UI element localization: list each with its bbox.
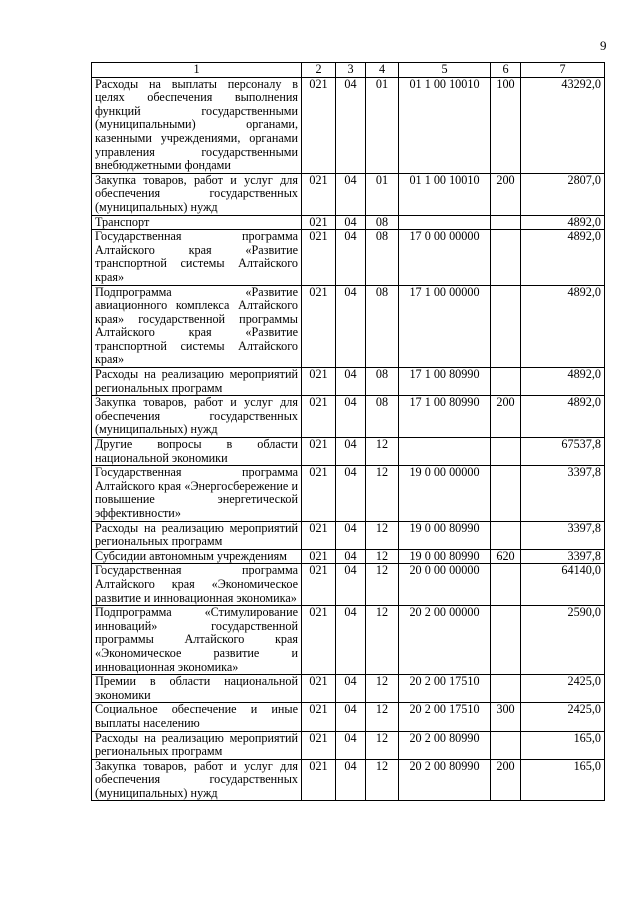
row-code-section: 04 [336, 521, 366, 549]
row-amount: 4892,0 [521, 368, 605, 396]
table-row [92, 675, 605, 703]
header-row [92, 63, 605, 78]
row-description: Другие вопросы в области национальной экономики [92, 438, 302, 466]
table-row [92, 606, 605, 675]
row-code-target: 17 1 00 80990 [399, 396, 491, 438]
row-description: Подпрограмма «Стимулирование инноваций» государственной программы Алтайского края «Экономическое развитие и инновационная экономика» [92, 606, 302, 675]
column-header: 1 [92, 63, 302, 78]
row-description: Закупка товаров, работ и услуг для обеспечения государственных (муниципальных) нужд [92, 759, 302, 801]
row-code-admin: 021 [302, 564, 336, 606]
row-amount: 2425,0 [521, 675, 605, 703]
row-code-expense-type: 200 [491, 396, 521, 438]
column-header: 2 [302, 63, 336, 78]
row-code-admin: 021 [302, 215, 336, 230]
row-code-expense-type: 300 [491, 703, 521, 731]
row-description: Субсидии автономным учреждениям [92, 549, 302, 564]
row-code-subsection: 12 [366, 438, 399, 466]
row-code-subsection: 12 [366, 703, 399, 731]
row-code-section: 04 [336, 703, 366, 731]
row-code-target: 01 1 00 10010 [399, 77, 491, 173]
row-code-section: 04 [336, 230, 366, 285]
row-amount: 3397,8 [521, 466, 605, 521]
row-code-subsection: 08 [366, 368, 399, 396]
row-code-expense-type [491, 521, 521, 549]
row-amount: 165,0 [521, 731, 605, 759]
row-code-expense-type [491, 606, 521, 675]
row-code-expense-type [491, 675, 521, 703]
row-description: Подпрограмма «Развитие авиационного комплекса Алтайского края» государственной программы Алтайского края «Развитие транспортной системы Алтайского края» [92, 285, 302, 368]
row-amount: 43292,0 [521, 77, 605, 173]
table-row [92, 521, 605, 549]
row-code-section: 04 [336, 759, 366, 801]
row-code-expense-type [491, 215, 521, 230]
row-description: Расходы на реализацию мероприятий региональных программ [92, 368, 302, 396]
table-row [92, 564, 605, 606]
row-code-section: 04 [336, 396, 366, 438]
row-description: Социальное обеспечение и иные выплаты населению [92, 703, 302, 731]
row-code-subsection: 01 [366, 173, 399, 215]
row-code-section: 04 [336, 215, 366, 230]
row-code-section: 04 [336, 173, 366, 215]
row-code-subsection: 08 [366, 396, 399, 438]
row-amount: 165,0 [521, 759, 605, 801]
row-code-target: 20 0 00 00000 [399, 564, 491, 606]
row-code-subsection: 12 [366, 564, 399, 606]
row-code-target: 19 0 00 80990 [399, 521, 491, 549]
row-code-subsection: 12 [366, 521, 399, 549]
row-description: Расходы на реализацию мероприятий региональных программ [92, 521, 302, 549]
row-code-target: 20 2 00 00000 [399, 606, 491, 675]
table-row [92, 549, 605, 564]
row-description: Премии в области национальной экономики [92, 675, 302, 703]
table-row [92, 77, 605, 173]
row-code-expense-type: 200 [491, 759, 521, 801]
row-code-admin: 021 [302, 285, 336, 368]
row-code-admin: 021 [302, 606, 336, 675]
row-code-section: 04 [336, 606, 366, 675]
row-code-subsection: 12 [366, 466, 399, 521]
row-code-expense-type [491, 368, 521, 396]
column-header: 6 [491, 63, 521, 78]
row-code-admin: 021 [302, 173, 336, 215]
row-code-admin: 021 [302, 759, 336, 801]
row-code-section: 04 [336, 77, 366, 173]
table-row [92, 703, 605, 731]
row-code-subsection: 08 [366, 215, 399, 230]
row-code-section: 04 [336, 549, 366, 564]
table-row [92, 230, 605, 285]
row-code-section: 04 [336, 438, 366, 466]
row-amount: 2425,0 [521, 703, 605, 731]
row-code-admin: 021 [302, 703, 336, 731]
row-code-target: 19 0 00 00000 [399, 466, 491, 521]
row-amount: 2590,0 [521, 606, 605, 675]
row-code-admin: 021 [302, 396, 336, 438]
row-code-target: 20 2 00 17510 [399, 703, 491, 731]
row-description: Расходы на выплаты персоналу в целях обеспечения выполнения функций государственными (муниципальными) органами, казенными учреждениями, органами управления государственными внебюджетными фондами [92, 77, 302, 173]
row-amount: 2807,0 [521, 173, 605, 215]
row-code-subsection: 12 [366, 549, 399, 564]
row-code-target: 20 2 00 17510 [399, 675, 491, 703]
row-code-admin: 021 [302, 77, 336, 173]
row-code-expense-type: 100 [491, 77, 521, 173]
column-header: 4 [366, 63, 399, 78]
column-header: 7 [521, 63, 605, 78]
row-code-expense-type [491, 438, 521, 466]
table-row [92, 396, 605, 438]
row-code-subsection: 08 [366, 230, 399, 285]
table-row [92, 173, 605, 215]
row-amount: 4892,0 [521, 215, 605, 230]
row-description: Государственная программа Алтайского края «Энергосбережение и повышение энергетической эффективности» [92, 466, 302, 521]
budget-table [91, 62, 605, 801]
row-code-expense-type [491, 230, 521, 285]
row-code-section: 04 [336, 466, 366, 521]
table-row [92, 759, 605, 801]
row-code-subsection: 12 [366, 606, 399, 675]
row-code-expense-type: 620 [491, 549, 521, 564]
row-amount: 4892,0 [521, 396, 605, 438]
row-code-section: 04 [336, 285, 366, 368]
row-code-target: 17 1 00 00000 [399, 285, 491, 368]
row-code-target: 01 1 00 10010 [399, 173, 491, 215]
row-code-subsection: 12 [366, 731, 399, 759]
column-header: 3 [336, 63, 366, 78]
row-code-subsection: 12 [366, 759, 399, 801]
row-amount: 4892,0 [521, 285, 605, 368]
row-code-admin: 021 [302, 230, 336, 285]
row-code-target: 20 2 00 80990 [399, 731, 491, 759]
table-body [92, 77, 605, 801]
row-amount: 3397,8 [521, 549, 605, 564]
row-code-subsection: 01 [366, 77, 399, 173]
row-code-expense-type [491, 731, 521, 759]
table-row [92, 368, 605, 396]
table-row [92, 215, 605, 230]
row-amount: 4892,0 [521, 230, 605, 285]
row-code-section: 04 [336, 675, 366, 703]
row-description: Закупка товаров, работ и услуг для обеспечения государственных (муниципальных) нужд [92, 396, 302, 438]
row-code-subsection: 12 [366, 675, 399, 703]
row-code-admin: 021 [302, 521, 336, 549]
row-description: Государственная программа Алтайского края «Экономическое развитие и инновационная экономика» [92, 564, 302, 606]
row-code-expense-type [491, 564, 521, 606]
row-code-subsection: 08 [366, 285, 399, 368]
row-code-admin: 021 [302, 368, 336, 396]
row-amount: 64140,0 [521, 564, 605, 606]
row-code-target [399, 215, 491, 230]
table-row [92, 466, 605, 521]
column-header: 5 [399, 63, 491, 78]
row-code-section: 04 [336, 368, 366, 396]
row-code-admin: 021 [302, 675, 336, 703]
row-code-target [399, 438, 491, 466]
row-code-expense-type [491, 466, 521, 521]
row-description: Транспорт [92, 215, 302, 230]
row-description: Закупка товаров, работ и услуг для обеспечения государственных (муниципальных) нужд [92, 173, 302, 215]
row-code-section: 04 [336, 564, 366, 606]
row-amount: 3397,8 [521, 521, 605, 549]
table-row [92, 438, 605, 466]
row-code-target: 17 1 00 80990 [399, 368, 491, 396]
row-code-expense-type: 200 [491, 173, 521, 215]
row-code-target: 19 0 00 80990 [399, 549, 491, 564]
row-code-target: 17 0 00 00000 [399, 230, 491, 285]
row-description: Расходы на реализацию мероприятий региональных программ [92, 731, 302, 759]
row-code-admin: 021 [302, 466, 336, 521]
page-number: 9 [600, 38, 607, 53]
row-code-admin: 021 [302, 438, 336, 466]
row-code-admin: 021 [302, 731, 336, 759]
row-description: Государственная программа Алтайского края «Развитие транспортной системы Алтайского края» [92, 230, 302, 285]
row-code-section: 04 [336, 731, 366, 759]
table-row [92, 285, 605, 368]
row-code-expense-type [491, 285, 521, 368]
row-amount: 67537,8 [521, 438, 605, 466]
table-row [92, 731, 605, 759]
row-code-target: 20 2 00 80990 [399, 759, 491, 801]
row-code-admin: 021 [302, 549, 336, 564]
